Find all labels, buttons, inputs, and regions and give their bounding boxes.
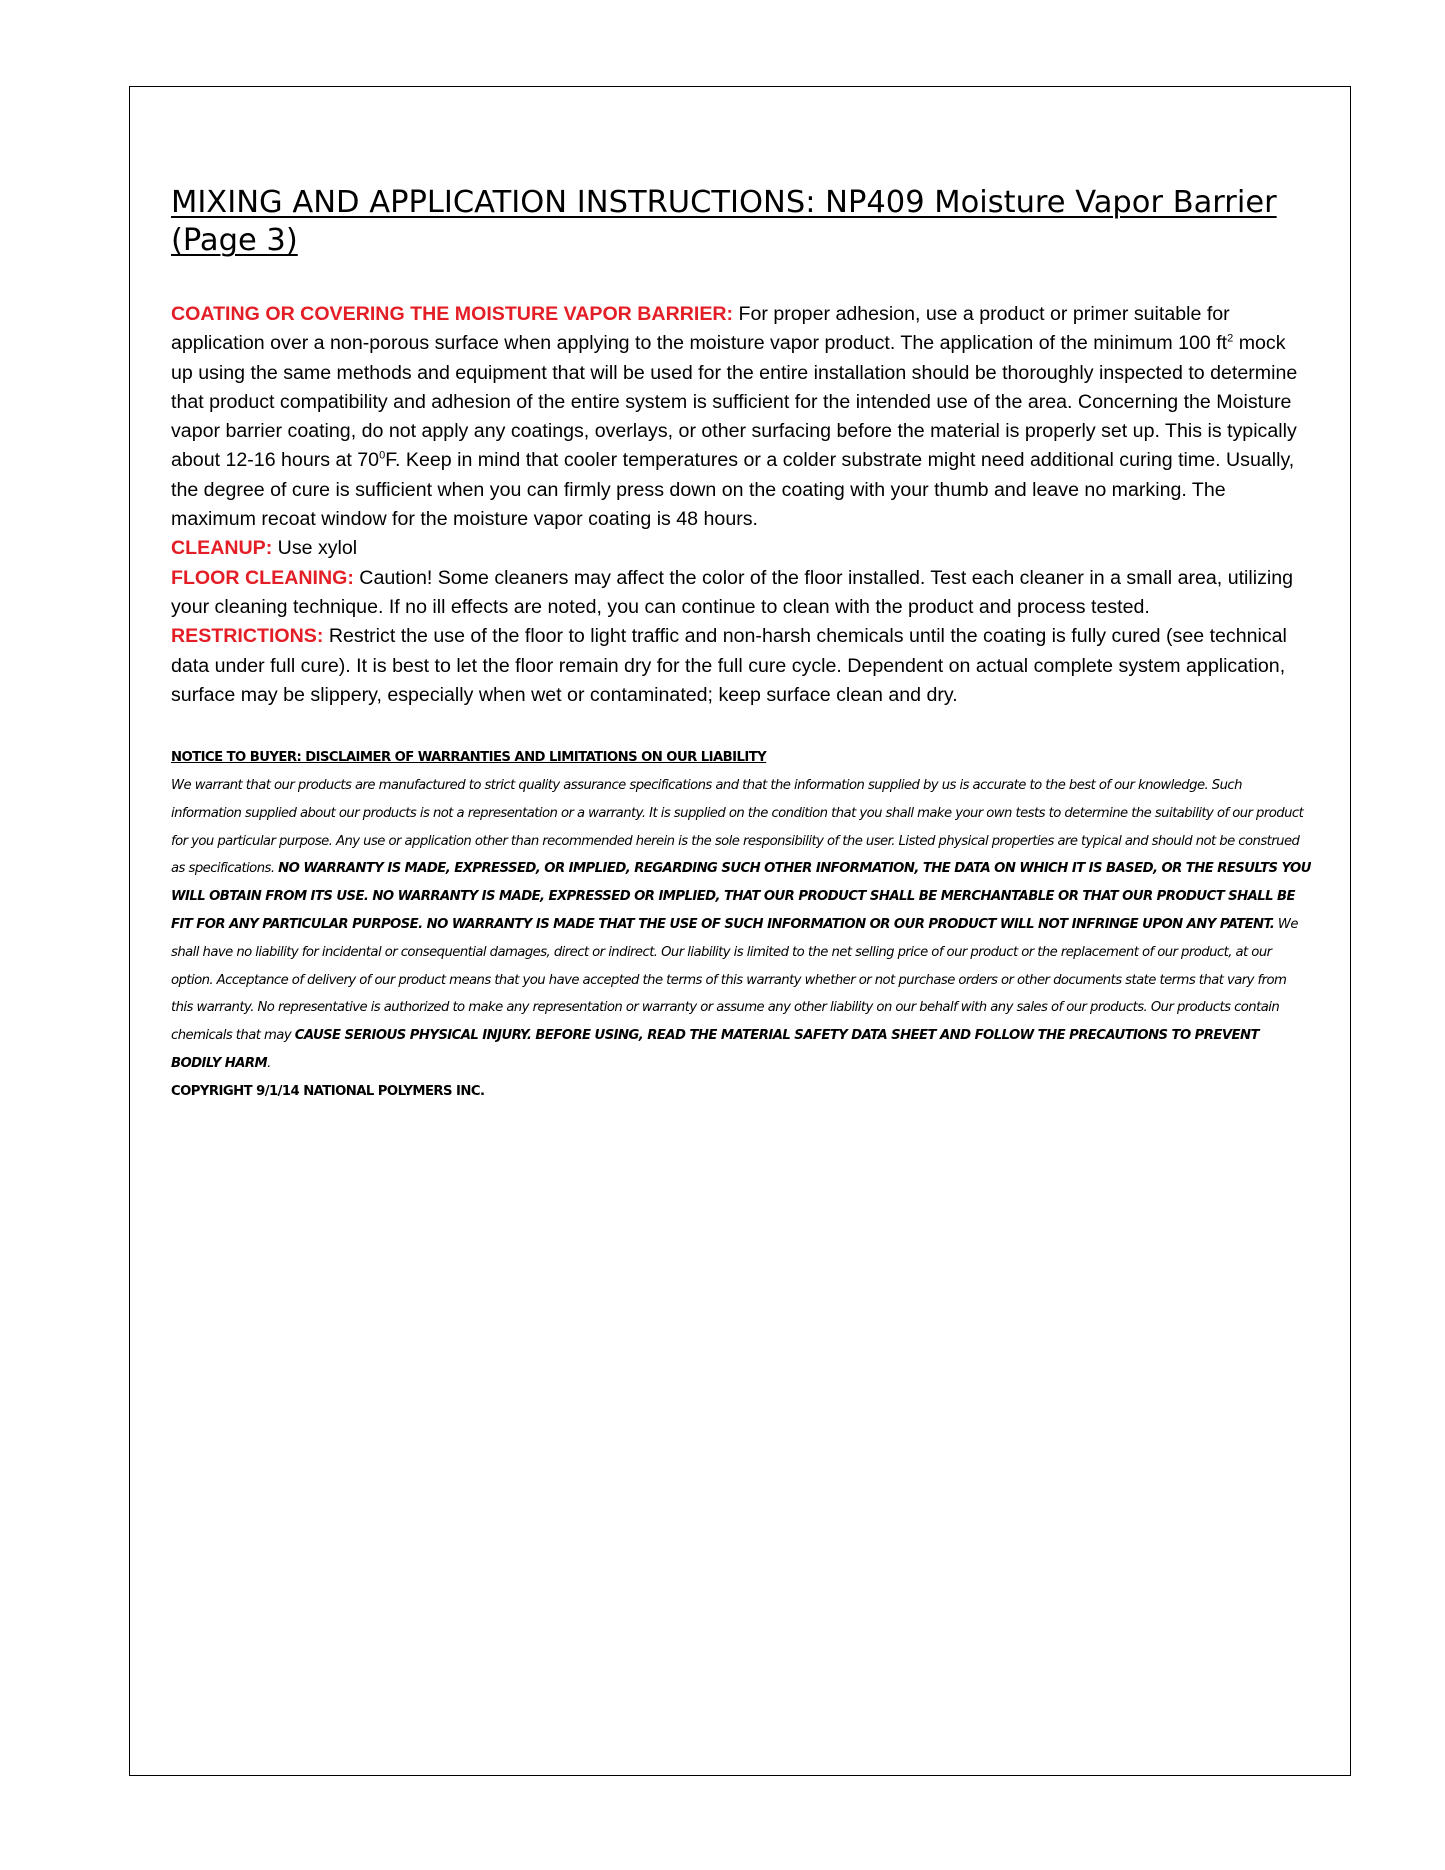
coating-superscript-b: 0 bbox=[379, 449, 386, 462]
notice-end: . bbox=[267, 1055, 271, 1071]
floor-cleaning-paragraph bbox=[171, 564, 1311, 623]
restrictions-paragraph bbox=[171, 622, 1311, 710]
notice-part-1: We warrant that our products are manufactured to strict quality assurance specifications and that the information supplied by us is accurate to the best of our knowledge. Such information supplied about our products is not a representation or a warranty. It is supplied on the condition that you shall make your own tests to determine the suitability of our product for you particular purpose. Any use or application other than recommended herein is the sole responsibility of the user. Listed physical properties are typical and should not be construed as specifications. bbox=[171, 777, 1304, 877]
notice-bold-1: NO WARRANTY IS MADE, EXPRESSED, OR IMPLIED, REGARDING SUCH OTHER INFORMATION, THE DATA ON WHICH IT IS BASED, OR THE RESULTS YOU WILL OBTAIN FROM ITS USE. NO WARRANTY IS MADE, EXPRESSED OR IMPLIED, THAT OUR PRODUCT SHALL BE MERCHANTABLE OR THAT OUR PRODUCT SHALL BE FIT FOR ANY PARTICULAR PURPOSE. NO WARRANTY IS MADE THAT THE USE OF SUCH INFORMATION OR OUR PRODUCT WILL NOT INFRINGE UPON ANY PATENT. bbox=[171, 861, 1311, 932]
notice-body bbox=[171, 772, 1311, 1078]
document-content bbox=[171, 184, 1311, 1106]
copyright: COPYRIGHT 9/1/14 NATIONAL POLYMERS INC. bbox=[171, 1083, 485, 1099]
coating-paragraph bbox=[171, 300, 1311, 534]
floor-cleaning-text: Caution! Some cleaners may affect the color of the floor installed. Test each cleaner in a small area, utilizing your cleaning technique. If no ill effects are noted, you can continue to clean with the product and process tested. bbox=[171, 566, 1294, 618]
coating-text-c: F. Keep in mind that cooler temperatures or a colder substrate might need additional curing time. Usually, the degree of cure is sufficient when you can firmly press down on the coating with your thumb and leave no marking. The maximum recoat window for the moisture vapor coating is 48 hours. bbox=[171, 449, 1295, 531]
notice-heading: NOTICE TO BUYER: DISCLAIMER OF WARRANTIES AND LIMITATIONS ON OUR LIABILITY bbox=[171, 750, 767, 766]
warranty-notice bbox=[171, 744, 1311, 1105]
restrictions-label: RESTRICTIONS: bbox=[171, 625, 324, 648]
coating-text-a: For proper adhesion, use a product or primer suitable for application over a non-porous surface when applying to the moisture vapor product. The application of the minimum 100 ft bbox=[171, 303, 1230, 355]
instructions-body bbox=[171, 300, 1311, 710]
floor-cleaning-label: FLOOR CLEANING: bbox=[171, 566, 354, 589]
cleanup-label: CLEANUP: bbox=[171, 537, 273, 560]
notice-bold-2: CAUSE SERIOUS PHYSICAL INJURY. BEFORE USING, READ THE MATERIAL SAFETY DATA SHEET AND FOLLOW THE PRECAUTIONS TO PREVENT BODILY HARM bbox=[171, 1028, 1259, 1071]
coating-label: COATING OR COVERING THE MOISTURE VAPOR BARRIER: bbox=[171, 303, 734, 325]
notice-part-2: We shall have no liability for incidental or consequential damages, direct or indirect. Our liability is limited to the net selling price of our product or the replacement of our product, at our option. Acceptance of delivery of our product means that you have accepted the terms of this warranty whether or not purchase orders or other documents state terms that vary from this warranty. No representative is authorized to make any representation or warranty or assume any other liability on our behalf with any sales of our products. Our products contain chemicals that may bbox=[171, 916, 1298, 1044]
restrictions-text: Restrict the use of the floor to light traffic and non-harsh chemicals until the coating is fully cured (see technical data under full cure). It is best to let the floor remain dry for the full cure cycle. Dependent on actual complete system application, surface may be slippery, especially when wet or contaminated; keep surface clean and dry. bbox=[171, 625, 1287, 706]
coating-text-b: mock up using the same methods and equipment that will be used for the entire installation should be thoroughly inspected to determine that product compatibility and adhesion of the entire system is sufficient for the intended use of the area. Concerning the Moisture vapor barrier coating, do not apply any coatings, overlays, or other surfacing before the material is properly set up. This is typically about 12-16 hours at 70 bbox=[171, 332, 1298, 472]
coating-superscript-a: 2 bbox=[1227, 332, 1234, 345]
page-title: MIXING AND APPLICATION INSTRUCTIONS: NP409 Moisture Vapor Barrier (Page 3) bbox=[171, 185, 1277, 258]
cleanup-text: Use xylol bbox=[272, 537, 358, 560]
cleanup-paragraph bbox=[171, 534, 1311, 563]
